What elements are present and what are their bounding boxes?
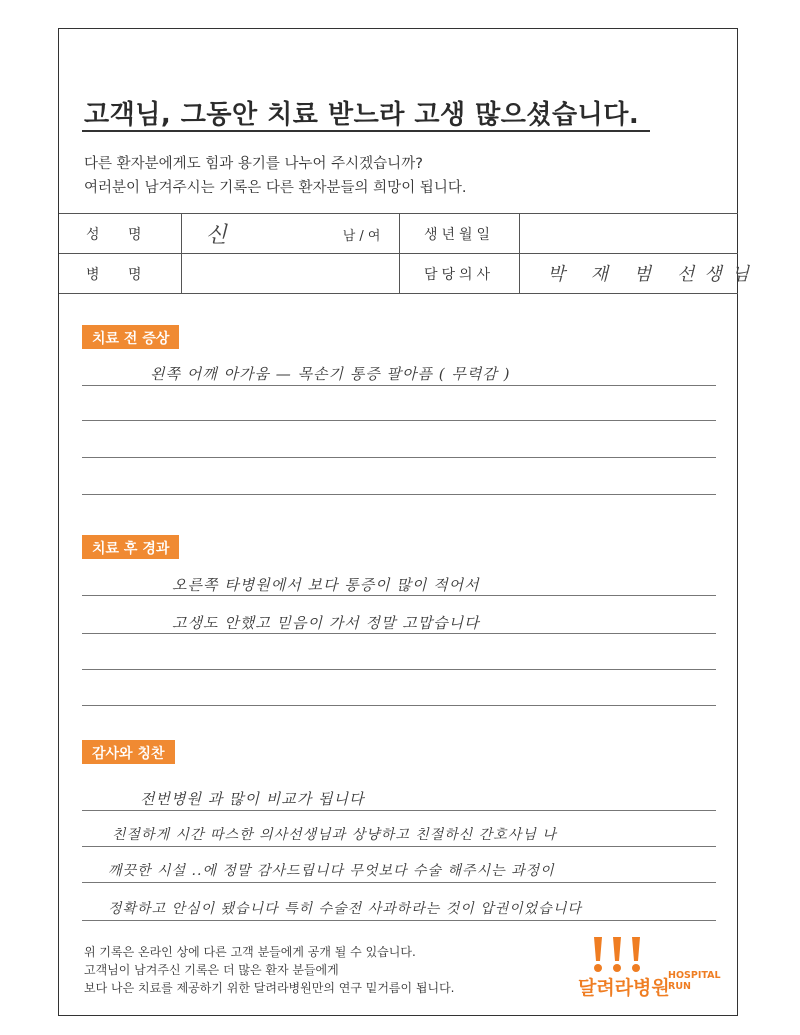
section-tag-thanks: 감사와 칭찬 [82,740,175,764]
doctor-label: 담당의사 [399,254,519,294]
before-rule-1 [82,385,716,386]
thanks-line-1[interactable]: 전번병원 과 많이 비교가 됩니다 [140,790,365,808]
diagnosis-label: 병 명 [59,254,181,294]
name-label: 성 명 [59,214,181,254]
after-line-2[interactable]: 고생도 안했고 믿음이 가서 정말 고맙습니다 [172,614,480,632]
logo-name: 달려라병원 [578,977,670,999]
gender-label: 남 / 여 [342,229,381,244]
thanks-rule-1 [82,810,716,811]
doctor-value: 박 재 범 선생님 [547,264,759,285]
section-tag-before: 치료 전 증상 [82,325,179,349]
after-rule-2 [82,633,716,634]
after-rule-4 [82,705,716,706]
footer-line-3: 보다 나은 치료를 제공하기 위한 달려라병원만의 연구 밑거름이 됩니다. [84,981,455,995]
logo-english-line-2: RUN [668,981,691,992]
intro-line-2: 여러분이 남겨주시는 기록은 다른 환자분들의 희망이 됩니다. [84,180,467,196]
logo-english [668,970,721,992]
birth-field[interactable] [519,214,738,254]
footer-line-1: 위 기록은 온라인 상에 다른 고객 분들에게 공개 될 수 있습니다. [84,945,416,959]
thanks-line-2[interactable]: 친절하게 시간 따스한 의사선생님과 상냥하고 친절하신 간호사님 나 [112,827,557,843]
name-value: 신 [205,223,227,248]
before-rule-3 [82,457,716,458]
diagnosis-field[interactable] [181,254,399,294]
thanks-rule-2 [82,846,716,847]
after-rule-1 [82,595,716,596]
doctor-field[interactable] [519,254,759,294]
before-line-1[interactable]: 왼쪽 어깨 아가움 — 목손기 통증 팔아픔 ( 무력감 ) [150,365,511,383]
birth-label: 생년월일 [399,214,519,254]
intro-line-1: 다른 환자분에게도 힘과 용기를 나누어 주시겠습니까? [84,156,423,172]
exclamation-marks-icon [586,935,648,975]
thanks-line-4[interactable]: 정확하고 안심이 됐습니다 특히 수술전 사과하라는 것이 압권이었습니다 [108,901,582,917]
logo-english-line-1: HOSPITAL [668,970,721,981]
after-rule-3 [82,669,716,670]
info-row-name [59,214,738,254]
title-underline [82,130,650,132]
before-rule-2 [82,420,716,421]
page-title: 고객님, 그동안 치료 받느라 고생 많으셨습니다. [84,100,640,130]
thanks-rule-4 [82,920,716,921]
thanks-line-3[interactable]: 깨끗한 시설 ..에 정말 감사드립니다 무엇보다 수술 해주시는 과정이 [108,863,555,879]
info-row-diagnosis [59,254,738,294]
patient-info-table [59,213,759,294]
name-field[interactable] [181,214,399,254]
hospital-logo [574,935,724,1005]
before-rule-4 [82,494,716,495]
after-line-1[interactable]: 오른쪽 타병원에서 보다 통증이 많이 적어서 [172,576,480,594]
section-tag-after: 치료 후 경과 [82,535,179,559]
footer-line-2: 고객님이 남겨주신 기록은 더 많은 환자 분들에게 [84,963,339,977]
thanks-rule-3 [82,882,716,883]
